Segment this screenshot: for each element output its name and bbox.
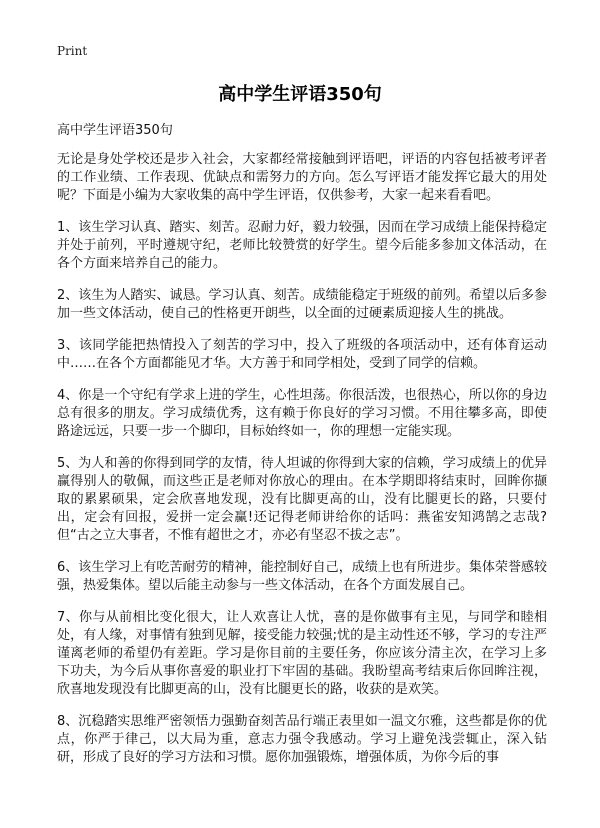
- comment-paragraph-1: 1、该生学习认真、踏实、刻苦。忍耐力好，毅力较强，因而在学习成绩上能保持稳定并处于前列，平时遵规守纪，老师比较赞赏的好学生。望今后能多参加文体活动，在各个方面来培养自己的能力。: [57, 220, 547, 271]
- comment-paragraph-6: 6、该生学习上有吃苦耐劳的精神，能控制好自己，成绩上也有所进步。集体荣誉感较强，热爱集体。望以后能主动参与一些文体活动，在各个方面发展自己。: [57, 560, 547, 593]
- comment-paragraph-2: 2、该生为人踏实、诚恳。学习认真、刻苦。成绩能稳定于班级的前列。希望以后多参加一些文体活动，使自己的性格更开朗些，以全面的过硬素质迎接人生的挑战。: [57, 288, 547, 321]
- comment-paragraph-3: 3、该同学能把热情投入了刻苦的学习中，投入了班级的各项活动中，还有体育运动中……在各个方面都能见才华。大方善于和同学相处，受到了同学的信赖。: [57, 338, 547, 371]
- intro-paragraph: 无论是身处学校还是步入社会，大家都经常接触到评语吧，评语的内容包括被考评者的工作业绩、工作表现、优缺点和需努力的方向。怎么写评语才能发挥它最大的用处呢？下面是小编为大家收集的高中学生评语，仅供参考，大家一起来看看吧。: [57, 152, 547, 203]
- document-subtitle: 高中学生评语350句: [57, 123, 173, 138]
- document-body: [57, 122, 547, 781]
- comment-paragraph-7: 7、你与从前相比变化很大，让人欢喜让人忧，喜的是你做事有主见，与同学和睦相处，有人缘，对事情有独到见解，接受能力较强;忧的是主动性还不够，学习的专注严谨离老师的希望仍有差距。学习是你目前的主要任务，你应该分清主次，在学习上多下功夫，为今后从事你喜爱的职业打下牢固的基础。我盼望高考结束后你回眸注视，欣喜地发现没有比脚更高的山，没有比腿更长的路，收获的是欢笑。: [57, 610, 547, 697]
- print-label: Print: [57, 44, 88, 58]
- document-title: 高中学生评语350句: [218, 84, 382, 105]
- comment-paragraph-4: 4、你是一个守纪有学求上进的学生，心性坦荡。你很活泼，也很热心，所以你的身边总有很多的朋友。学习成绩优秀，这有赖于你良好的学习习惯。不用往攀多高，即使路途远远，只要一步一个脚印，目标始终如一，你的理想一定能实现。: [57, 388, 547, 439]
- comment-paragraph-5: 5、为人和善的你得到同学的友情，待人坦诚的你得到大家的信赖，学习成绩上的优异赢得别人的敬佩，而这些正是老师对你放心的理由。在本学期即将结束时，回眸你撷取的累累硕果，定会欣喜地发现，没有比脚更高的山，没有比腿更长的路，只要付出，定会有回报，爱拼一定会赢!还记得老师讲给你的话吗：燕雀安知鸿鹄之志哉?但“古之立大事者，不惟有超世之才，亦必有坚忍不拔之志”。: [57, 456, 547, 543]
- comment-paragraph-8: 8、沉稳踏实思维严密领悟力强勤奋刻苦品行端正表里如一温文尔雅，这些都是你的优点，你严于律己，以大局为重，意志力强令我感动。学习上避免浅尝辄止，深入钻研，形成了良好的学习方法和习惯。愿你加强锻炼，增强体质，为你今后的事: [57, 714, 547, 765]
